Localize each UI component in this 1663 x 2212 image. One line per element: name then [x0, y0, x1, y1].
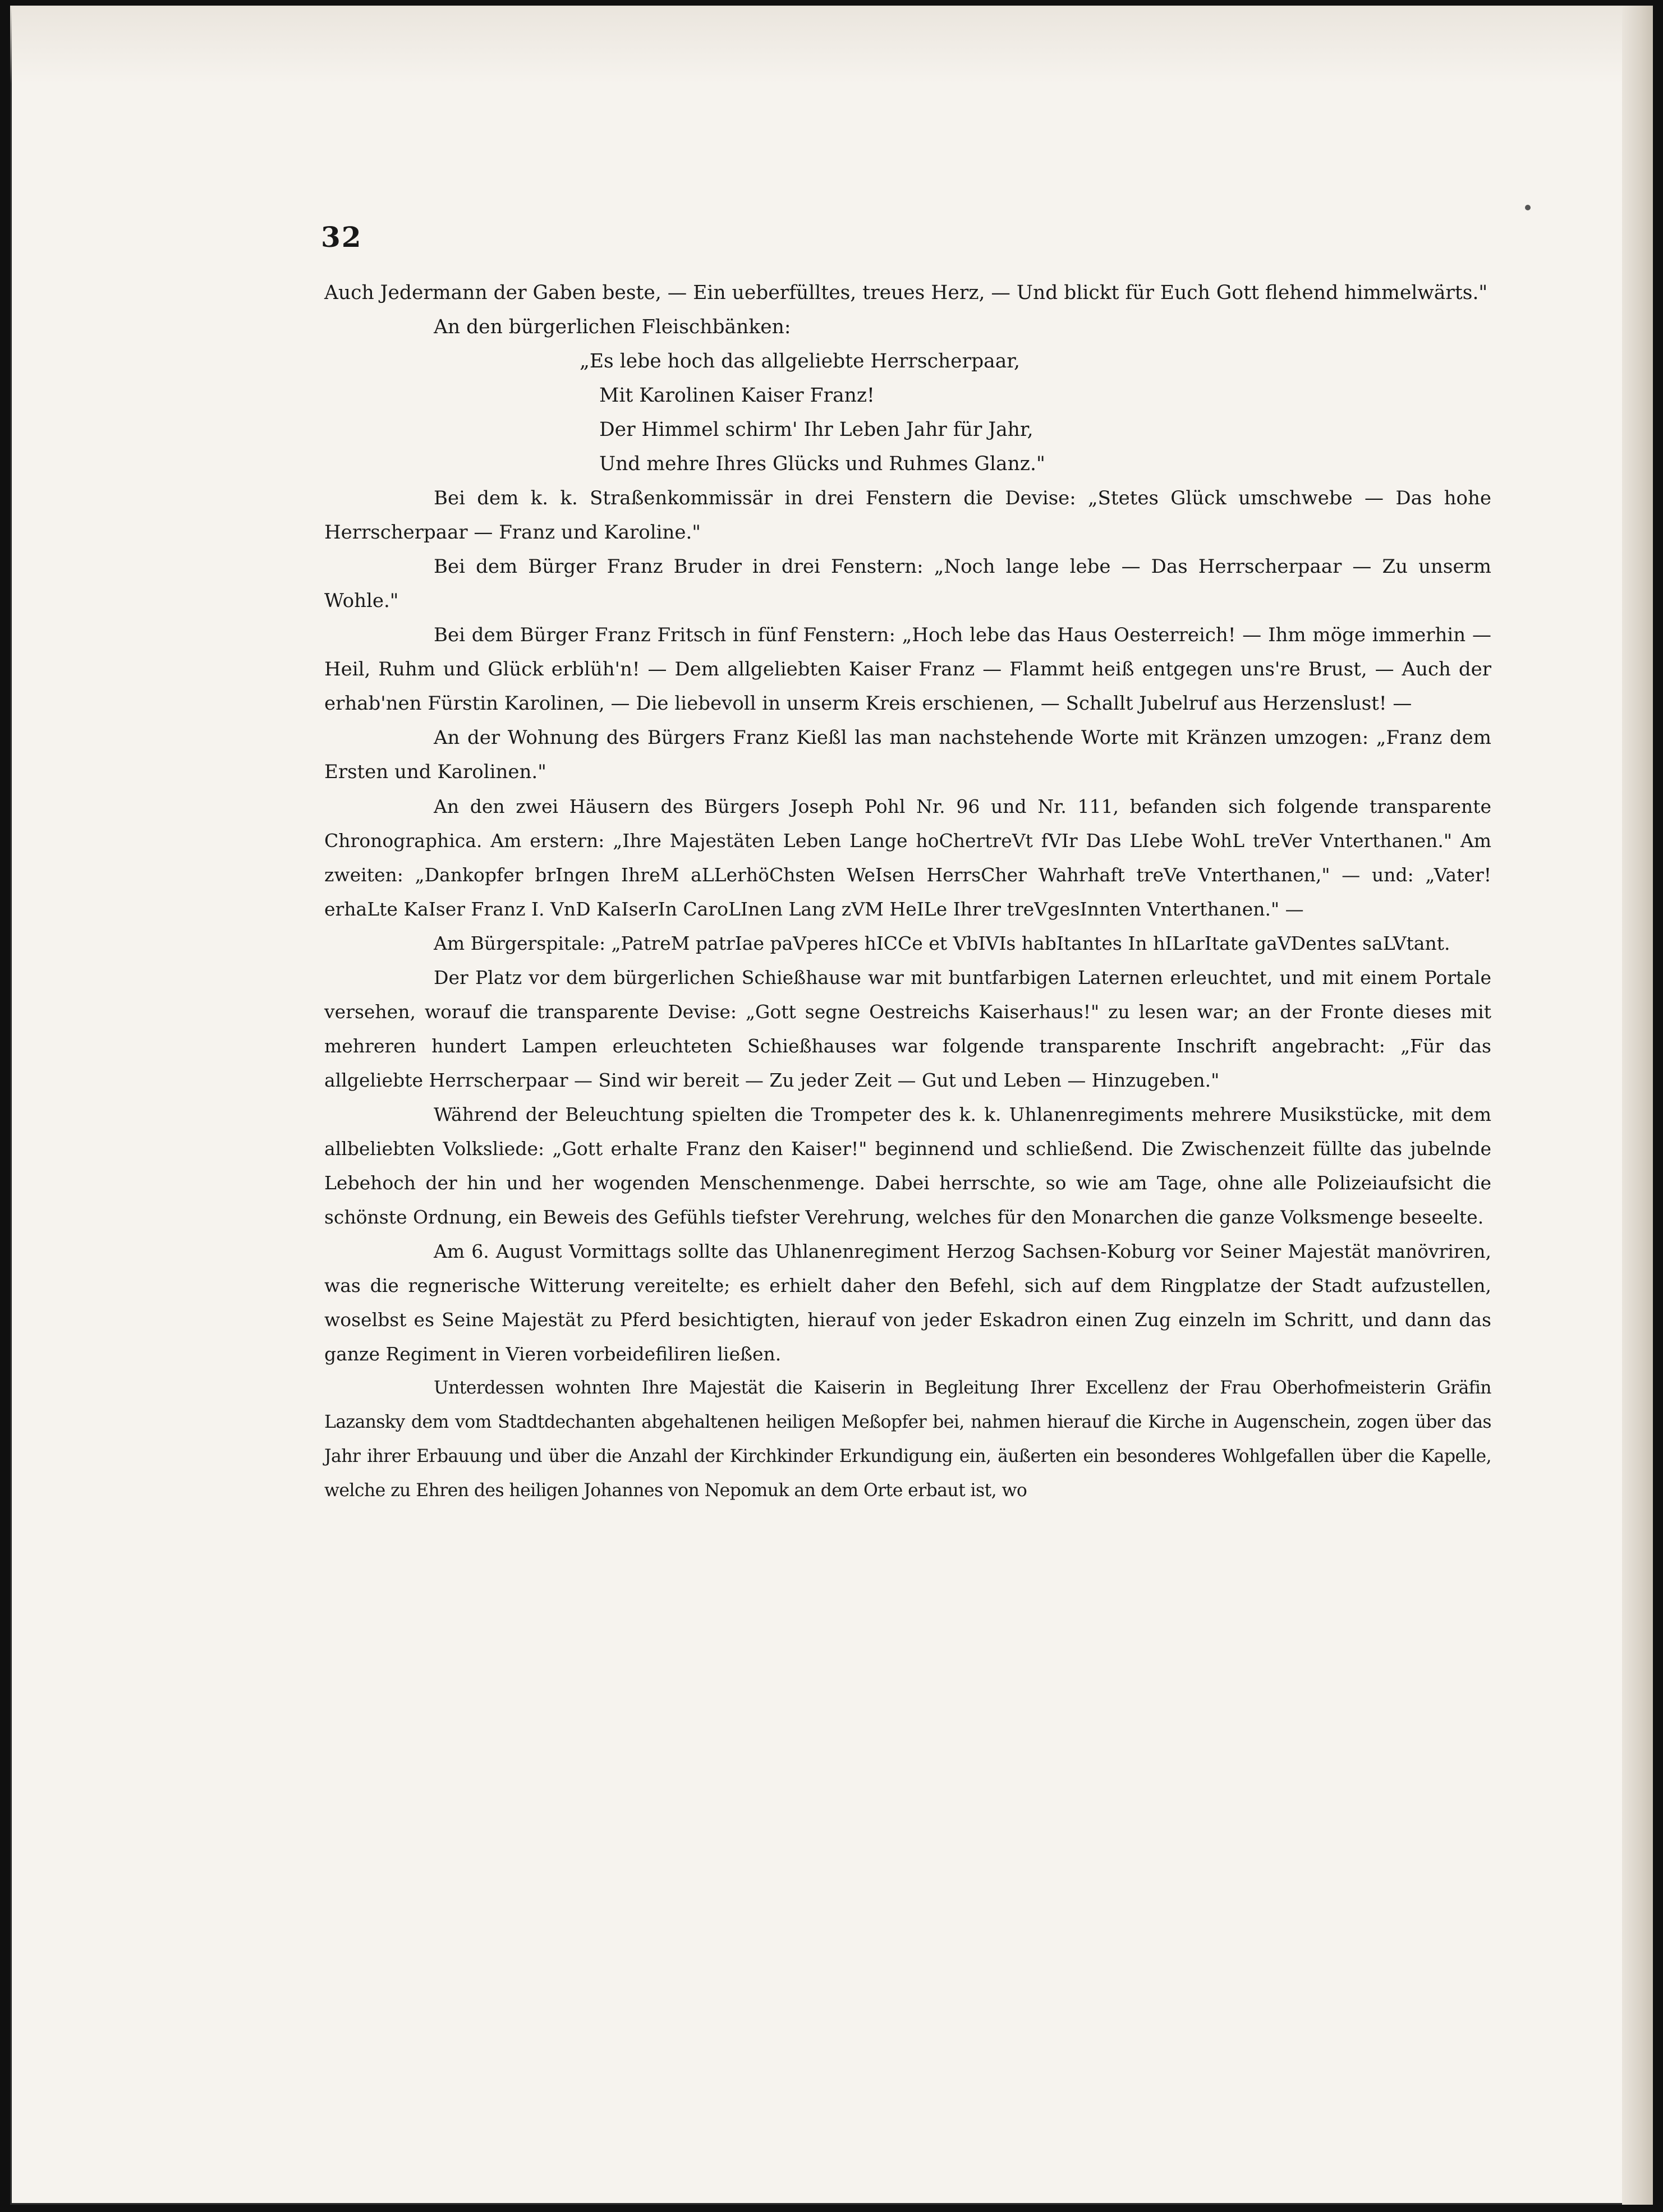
poem-line: Der Himmel schirm' Ihr Leben Jahr für Jahr,: [599, 419, 1033, 441]
paragraph: An den bürgerlichen Fleischbänken:: [434, 316, 791, 338]
paragraph: Auch Jedermann der Gaben beste, — Ein ueberfülltes, treues Herz, — Und blickt für Euch Gott flehend himmelwärts.": [324, 282, 1488, 304]
poem-line: Mit Karolinen Kaiser Franz!: [599, 384, 875, 407]
paragraph: Bei dem k. k. Straßenkommissär in drei Fenstern die Devise: „Stetes Glück umschwebe — Das hohe Herrscherpaar — Franz und Karoline.": [324, 487, 1491, 544]
body-text: [324, 276, 1491, 1508]
paragraph: Während der Beleuchtung spielten die Trompeter des k. k. Uhlanenregiments mehrere Musikstücke, mit dem allbeliebten Volksliede: „Gott erhalte Franz den Kaiser!" beginnend und schließend. Die Zwischenzeit füllte das jubelnde Lebehoch der hin und her wogenden Menschenmenge. Dabei herrschte, so wie am Tage, ohne alle Polizeiaufsicht die schönste Ordnung, ein Beweis des Gefühls tiefster Verehrung, welches für den Monarchen die ganze Volksmenge beseelte.: [324, 1103, 1491, 1228]
paragraph: Am Bürgerspitale: „PatreM patrIae paVperes hICCe et VbIVIs habItantes In hILarItate gaVDentes saLVtant.: [434, 932, 1450, 954]
paragraph: Der Platz vor dem bürgerlichen Schießhause war mit buntfarbigen Laternen erleuchtet, und mit einem Portale versehen, worauf die transparente Devise: „Gott segne Oestreichs Kaiserhaus!" zu lesen war; an der Fronte dieses mit mehreren hundert Lampen erleuchteten Schießhauses war folgende transparente Inschrift angebracht: „Für das allgeliebte Herrscherpaar — Sind wir bereit — Zu jeder Zeit — Gut und Leben — Hinzugeben.": [324, 967, 1491, 1091]
poem-verse: [580, 344, 1491, 481]
paragraph: Bei dem Bürger Franz Fritsch in fünf Fenstern: „Hoch lebe das Haus Oesterreich! — Ihm möge immerhin — Heil, Ruhm und Glück erblüh'n! — Dem allgeliebten Kaiser Franz — Flammt heiß entgegen uns're Brust, — Auch der erhab'nen Fürstin Karolinen, — Die liebevoll in unserm Kreis erschienen, — Schallt Jubelruf aus Herzenslust! —: [324, 624, 1491, 715]
paragraph: Am 6. August Vormittags sollte das Uhlanenregiment Herzog Sachsen-Koburg vor Seiner Majestät manövriren, was die regnerische Witterung vereitelte; es erhielt daher den Befehl, sich auf dem Ringplatze der Stadt aufzustellen, woselbst es Seine Majestät zu Pferd besichtigten, hierauf von jeder Eskadron einen Zug einzeln im Schritt, und dann das ganze Regiment in Vieren vorbeidefiliren ließen.: [324, 1240, 1491, 1365]
ink-spot: [1525, 205, 1531, 210]
paragraph: An den zwei Häusern des Bürgers Joseph Pohl Nr. 96 und Nr. 111, befanden sich folgende transparente Chronographica. Am erstern: „Ihre Majestäten Leben Lange hoChertreVt fVIr Das LIebe WohL treVer Vnterthanen." Am zweiten: „Dankopfer brIngen IhreM aLLerhöChsten WeIsen HerrsCher Wahrhaft treVe Vnterthanen," — und: „Vater! erhaLte KaIser Franz I. VnD KaIserIn CaroLInen Lang zVM HeILe Ihrer treVgesInnten Vnterthanen." —: [324, 795, 1491, 920]
page-binding-edge: [1622, 6, 1653, 2205]
page-top-shading: [10, 6, 1622, 84]
paragraph: Unterdessen wohnten Ihre Majestät die Kaiserin in Begleitung Ihrer Excellenz der Frau Oberhofmeisterin Gräfin Lazansky dem vom Stadtdechanten abgehaltenen heiligen Meßopfer bei, nahmen hierauf die Kirche in Augenschein, zogen über das Jahr ihrer Erbauung und über die Anzahl der Kirchkinder Erkundigung ein, äußerten ein besonderes Wohlgefallen über die Kapelle, welche zu Ehren des heiligen Johannes von Nepomuk an dem Orte erbaut ist, wo: [324, 1378, 1491, 1501]
paragraph: Bei dem Bürger Franz Bruder in drei Fenstern: „Noch lange lebe — Das Herrscherpaar — Zu unserm Wohle.": [324, 555, 1491, 612]
paragraph: An der Wohnung des Bürgers Franz Kießl las man nachstehende Worte mit Kränzen umzogen: „Franz dem Ersten und Karolinen.": [324, 726, 1491, 783]
page-number: 32: [321, 220, 362, 254]
poem-line: „Es lebe hoch das allgeliebte Herrscherpaar,: [580, 350, 1020, 373]
poem-line: Und mehre Ihres Glücks und Ruhmes Glanz.": [599, 453, 1045, 475]
